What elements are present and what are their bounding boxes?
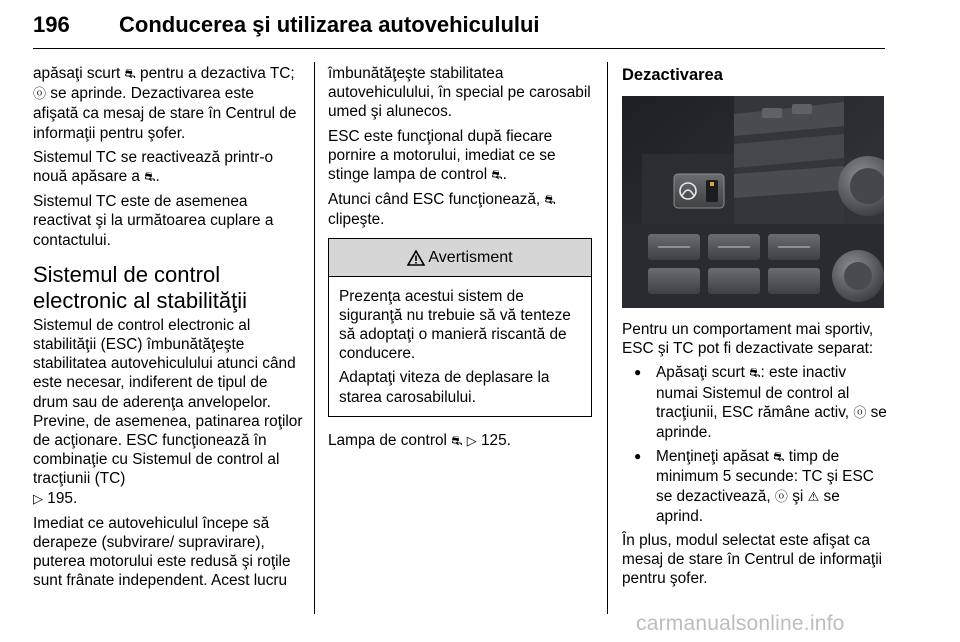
section-title: Sistemul de control electronic al stabilităţii [33,261,247,313]
tc-off-icon: ⓞ [33,87,47,103]
warning-paragraph-2: Adaptaţi viteza de deplasare la starea carosabilului. [339,369,550,406]
page-ref-icon: ▷ [466,433,477,449]
warning-paragraph-1: Prezenţa acestui sistem de siguranţă nu trebuie să vă tenteze să adoptaţi o manieră riscantă de conducere. [339,287,571,363]
warning-body [329,277,591,416]
column-divider-2 [607,62,608,614]
esc-icon: ⛐ [749,366,761,382]
paragraph-tc-reactivate: Sistemul TC se reactivează printr-o nouă apăsare a ⛐. [33,148,274,186]
esc-icon: ⛐ [491,168,503,184]
list-item: ● Menţineţi apăsat ⛐ timp de minimum 5 secunde: TC şi ESC se dezactivează, ⓞ şi ⚠ se aprind. [622,447,890,526]
paragraph-control-lamp: Lampa de control ⛐ ▷ 125. [328,431,511,449]
esc-icon: ⛐ [124,67,136,82]
paragraph-esc-skid: Imediat ce autovehiculul începe să derapeze (subvirare/ supravirare), puterea motorului este redusă şi roţile sunt frânate independent. Acest lucru [33,514,291,590]
page-ref-link[interactable]: 195. [47,489,78,507]
page-ref-link[interactable]: 125. [481,431,511,449]
column-divider-1 [314,62,315,614]
paragraph-deactivate-intro: Pentru un comportament mai sportiv, ESC şi TC pot fi dezactivate separat: [622,321,874,358]
warning-box [328,238,592,417]
esc-icon: ⛐ [144,170,156,186]
list-item: ● Apăsaţi scurt ⛐: este inactiv numai Sistemul de control al tracţiunii, ESC rămâne activ, ⓞ se aprinde. [622,363,890,442]
console-photo [622,96,884,308]
esc-icon: ⛐ [451,433,463,449]
paragraph-tc-deactivate: apăsaţi scurt ⛐ pentru a dezactiva TC; ⓞ se aprinde. Dezactivarea este afişată ca mesaj de stare în Centrul de informaţii pentru şofer. [33,65,297,142]
tc-off-icon: ⓞ [774,489,788,505]
warning-icon [407,250,425,266]
center-console-illustration [622,96,884,308]
page-number: 196 [33,12,70,37]
paragraph-esc-stability: îmbunătăţeşte stabilitatea autovehiculului, în special pe carosabil umed şi alunecos. [328,65,591,121]
watermark: carmanualsonline.info [636,612,845,635]
column-3 [622,64,890,594]
sub-title-deactivation: Dezactivarea [622,66,723,84]
page-header [33,8,885,48]
paragraph-mode-display: În plus, modul selectat este afişat ca mesaj de stare în Centrul de informaţii pentru şofer. [622,532,883,588]
warning-header [329,239,591,277]
esc-off-icon: ⚠ [807,489,820,505]
paragraph-esc-intro: Sistemul de control electronic al stabilităţii (ESC) îmbunătăţeşte stabilitatea autovehiculului atunci când este necesar, indiferent de tipul de drum sau de aderenţa anvelopelor. Previne, de asemenea, patinarea roţilor de acţionare. ESC funcţionează în combinaţie cu Sistemul de control al tracţiunii (TC) ▷ 195. [33,316,303,507]
paragraph-tc-ignition: Sistemul TC este de asemenea reactivat şi la următoarea cuplare a contactului. [33,193,274,249]
paragraph-esc-start: ESC este funcţional după fiecare pornire a motorului, imediat ce se stinge lampa de control ⛐. [328,127,556,184]
deactivation-list [622,363,890,526]
paragraph-esc-flash: Atunci când ESC funcţionează, ⛐ clipeşte. [328,191,556,229]
esc-icon: ⛐ [544,193,556,209]
column-1 [33,64,303,596]
warning-title: Avertisment [428,248,513,266]
column-2 [328,64,592,456]
tc-off-icon: ⓞ [853,405,867,421]
header-rule [33,48,885,49]
esc-icon: ⛐ [773,450,785,466]
page-ref-icon: ▷ [33,491,43,507]
chapter-title: Conducerea şi utilizarea autovehiculului [119,12,540,37]
